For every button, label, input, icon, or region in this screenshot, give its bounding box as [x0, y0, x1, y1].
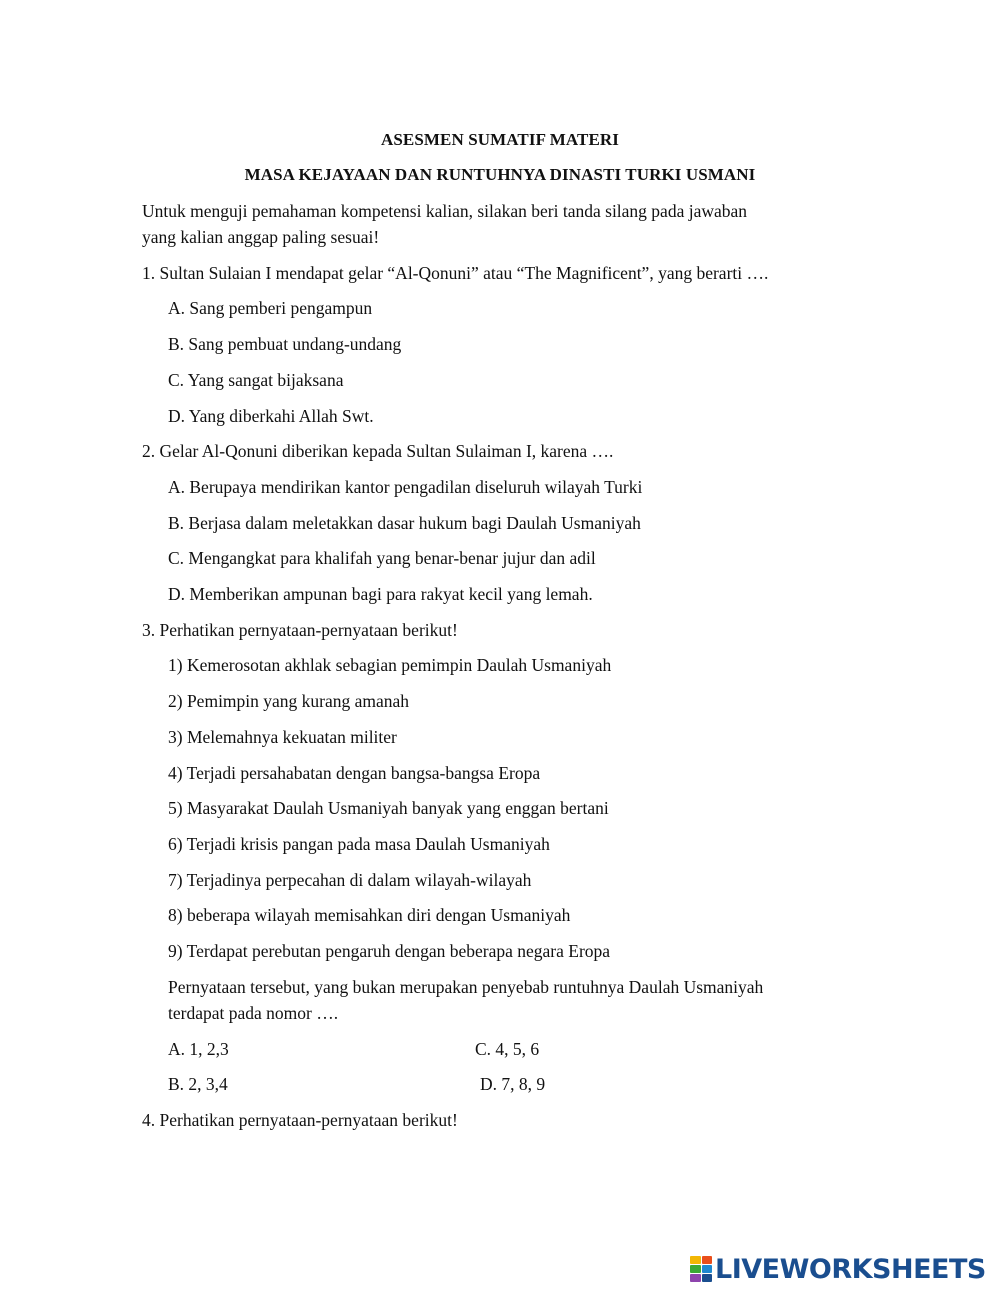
q3-statement: 2) Pemimpin yang kurang amanah — [168, 691, 410, 711]
logo-text: LIVEWORKSHEETS — [715, 1253, 986, 1285]
page-subtitle: MASA KEJAYAAN DAN RUNTUHNYA DINASTI TURKI USMANI — [244, 165, 756, 184]
q3-statement: 5) Masyarakat Daulah Usmaniyah banyak yang enggan bertani — [168, 798, 609, 818]
q1-option-a: A. Sang pemberi pengampun — [168, 298, 373, 318]
intro-line-1: Untuk menguji pemahaman kompetensi kalian, silakan beri tanda silang pada jawaban — [142, 201, 748, 221]
q3-statement: 1) Kemerosotan akhlak sebagian pemimpin Daulah Usmaniyah — [168, 655, 612, 675]
q3-statement: 8) beberapa wilayah memisahkan diri dengan Usmaniyah — [168, 905, 571, 925]
q3-statement: 4) Terjadi persahabatan dengan bangsa-bangsa Eropa — [168, 763, 541, 783]
liveworksheets-logo-icon — [690, 1256, 712, 1282]
q2-option-d: D. Memberikan ampunan bagi para rakyat kecil yang lemah. — [168, 584, 593, 604]
q3-option-d: D. 7, 8, 9 — [480, 1074, 546, 1094]
question-1: 1. Sultan Sulaian I mendapat gelar “Al-Qonuni” atau “The Magnificent”, yang berarti …. — [142, 263, 769, 283]
q3-prompt-line-1: Pernyataan tersebut, yang bukan merupakan penyebab runtuhnya Daulah Usmaniyah — [168, 977, 764, 997]
page-title: ASESMEN SUMATIF MATERI — [380, 130, 620, 149]
q3-option-a: A. 1, 2,3 — [168, 1039, 229, 1059]
question-3: 3. Perhatikan pernyataan-pernyataan berikut! — [142, 620, 458, 640]
q1-option-d: D. Yang diberkahi Allah Swt. — [168, 406, 374, 426]
q3-option-c: C. 4, 5, 6 — [475, 1039, 540, 1059]
q1-option-b: B. Sang pembuat undang-undang — [168, 334, 402, 354]
intro-line-2: yang kalian anggap paling sesuai! — [142, 227, 380, 247]
liveworksheets-logo — [690, 1254, 986, 1284]
q3-statement: 6) Terjadi krisis pangan pada masa Daulah Usmaniyah — [168, 834, 550, 854]
question-2: 2. Gelar Al-Qonuni diberikan kepada Sultan Sulaiman I, karena …. — [142, 441, 614, 461]
q3-prompt-line-2: terdapat pada nomor …. — [168, 1003, 339, 1023]
q3-statement: 3) Melemahnya kekuatan militer — [168, 727, 397, 747]
q3-statement: 9) Terdapat perebutan pengaruh dengan beberapa negara Eropa — [168, 941, 611, 961]
q3-option-b: B. 2, 3,4 — [168, 1074, 228, 1094]
q2-option-a: A. Berupaya mendirikan kantor pengadilan diseluruh wilayah Turki — [168, 477, 643, 497]
q1-option-c: C. Yang sangat bijaksana — [168, 370, 344, 390]
q3-statement: 7) Terjadinya perpecahan di dalam wilayah-wilayah — [168, 870, 532, 890]
q2-option-b: B. Berjasa dalam meletakkan dasar hukum bagi Daulah Usmaniyah — [168, 513, 641, 533]
question-4: 4. Perhatikan pernyataan-pernyataan berikut! — [142, 1110, 458, 1130]
q2-option-c: C. Mengangkat para khalifah yang benar-benar jujur dan adil — [168, 548, 596, 568]
